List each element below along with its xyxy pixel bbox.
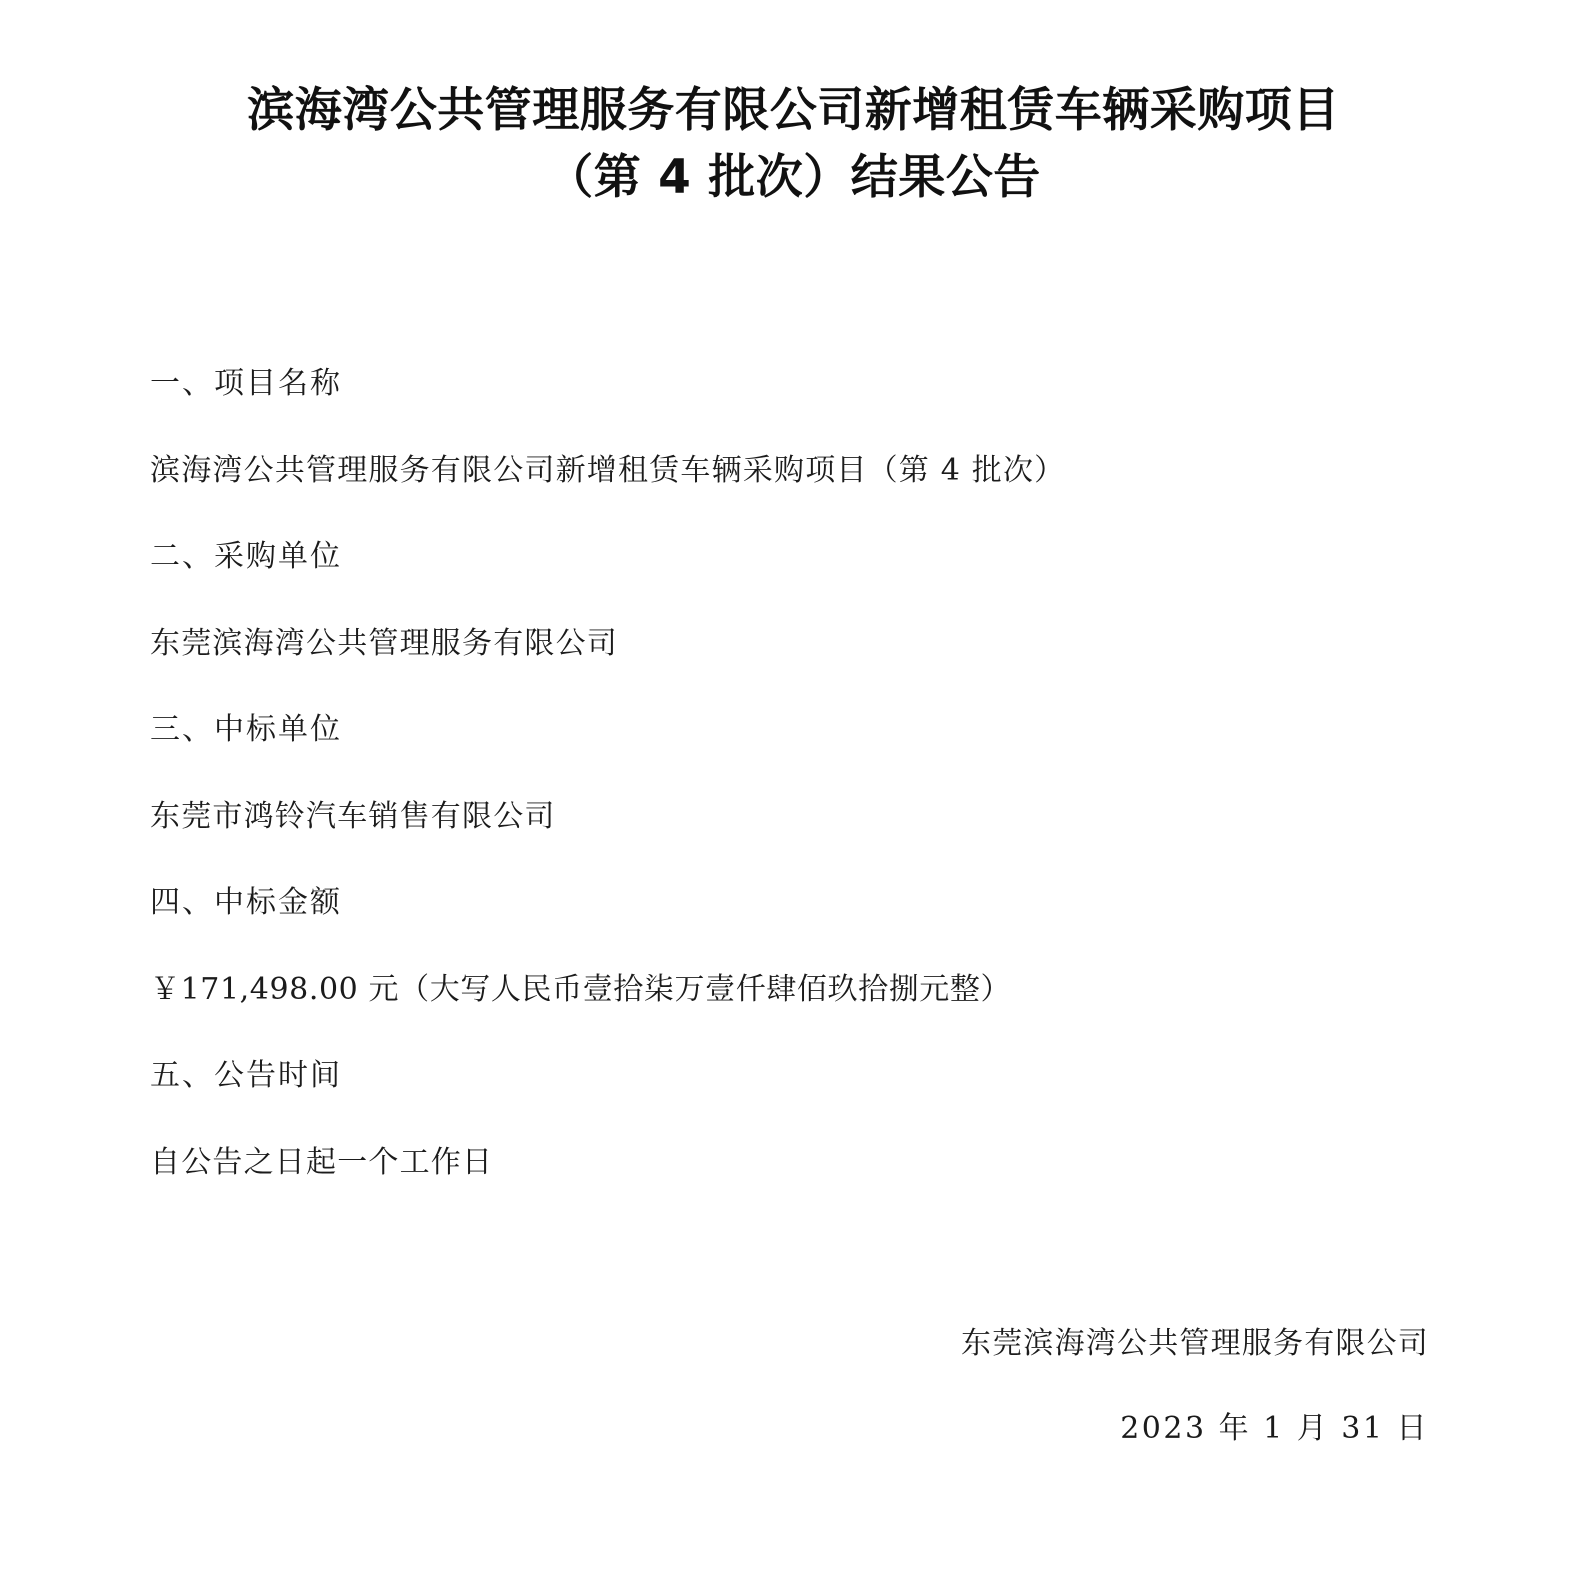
section-5-content: 自公告之日起一个工作日 — [150, 1144, 494, 1180]
signature-organization: 东莞滨海湾公共管理服务有限公司 — [961, 1326, 1429, 1362]
section-2-content: 东莞滨海湾公共管理服务有限公司 — [150, 625, 618, 661]
section-3-content: 东莞市鸿铃汽车销售有限公司 — [150, 798, 556, 834]
section-1-content: 滨海湾公共管理服务有限公司新增租赁车辆采购项目（第 4 批次） — [150, 452, 1066, 488]
section-5-heading: 五、公告时间 — [150, 1058, 342, 1094]
section-4-heading: 四、中标金额 — [150, 885, 342, 921]
section-2-heading: 二、采购单位 — [150, 539, 342, 575]
section-1-heading: 一、项目名称 — [150, 366, 342, 402]
signature-block — [150, 1321, 1437, 1452]
section-4-content: ￥171,498.00 元（大写人民币壹拾柒万壹仟肆佰玖拾捌元整） — [150, 971, 1012, 1007]
section-3-heading: 三、中标单位 — [150, 712, 342, 748]
page-title: 滨海湾公共管理服务有限公司新增租赁车辆采购项目（第 4 批次）结果公告 — [247, 83, 1340, 205]
document-body — [150, 361, 1437, 1186]
signature-date: 2023 年 1 月 31 日 — [1120, 1410, 1429, 1446]
